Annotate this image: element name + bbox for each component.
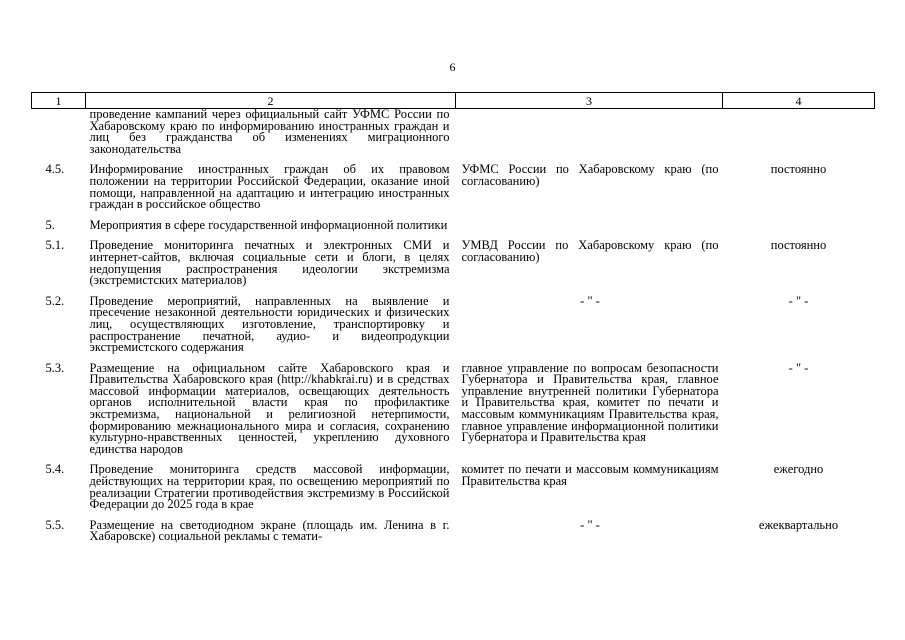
column-header: 3	[456, 93, 723, 109]
row-term	[723, 109, 875, 165]
row-number: 5.3.	[45, 360, 65, 375]
column-header: 4	[723, 93, 875, 109]
row-number: 4.5.	[45, 162, 65, 177]
table-row	[32, 363, 875, 465]
row-term: постоянно	[770, 162, 827, 177]
row-responsible: - " -	[580, 293, 600, 308]
row-text: Размещение на официальном сайте Хабаровского края и Правительства Хабаровского края (http://khabkrai.ru) и в средствах массовой информации материалов, освещающих деятельность органов исполнительной власти края по профилактике экстремизма, национальной и религиозной нетерпимости, формированию межнационального мира и согласия, сохранению культурно-нравственных ценностей, укреплению духовного единства народов	[89, 360, 450, 456]
row-number: 5.5.	[45, 517, 65, 532]
table-row	[32, 240, 875, 295]
measures-table	[31, 92, 875, 543]
table-row	[32, 464, 875, 519]
row-number: 5.2.	[45, 293, 65, 308]
table-row	[32, 296, 875, 363]
row-text: проведение кампаний через официальный сайт УФМС России по Хабаровскому краю по информированию иностранных граждан и лиц без гражданства об изменениях миграционного законодательства	[89, 107, 450, 156]
row-number: 5.	[45, 217, 55, 232]
row-number	[32, 109, 86, 165]
row-number: 5.4.	[45, 462, 65, 477]
row-number: 5.1.	[45, 238, 65, 253]
row-responsible: главное управление по вопросам безопасности Губернатора и Правительства края, главное управление внутренней политики Губернатора и Правительства края, комитет по печати и массовым коммуникациям Правительства края, главное управление информационной политики Губернатора и Правительства края	[461, 360, 719, 445]
row-term: ежегодно	[773, 462, 824, 477]
row-text: Размещение на светодиодном экране (площадь им. Ленина в г. Хабаровске) социальной рекламы с темати-	[89, 517, 450, 544]
table-row	[32, 109, 875, 165]
table-row	[32, 164, 875, 219]
row-term: ежеквартально	[758, 517, 839, 532]
row-responsible: УФМС России по Хабаровскому краю (по согласованию)	[461, 162, 719, 188]
table-row-section	[32, 220, 875, 241]
row-term: - " -	[788, 360, 809, 375]
row-responsible: УМВД России по Хабаровскому краю (по согласованию)	[461, 238, 719, 264]
row-responsible: - " -	[580, 517, 600, 532]
row-responsible	[456, 109, 723, 165]
column-header: 1	[32, 93, 86, 109]
row-term: постоянно	[770, 238, 827, 253]
row-text: Проведение мероприятий, направленных на выявление и пресечение незаконной деятельности юридических и физических лиц, осуществляющих изготовление, транспортировку и распространение печатной, аудио- и видеопродукции экстремистского содержания	[89, 293, 450, 355]
table-row	[32, 520, 875, 543]
row-text: Информирование иностранных граждан об их правовом положении на территории Российской Федерации, оказание иной помощи, направленной на адаптацию и интеграцию иностранных граждан в российское общество	[89, 162, 450, 212]
row-text: Проведение мониторинга печатных и электронных СМИ и интернет-сайтов, включая социальные сети и блоги, в целях недопущения распространения идеологии экстремизма (экстремистских материалов)	[89, 238, 450, 288]
row-responsible: комитет по печати и массовым коммуникациям Правительства края	[461, 462, 719, 489]
section-title: Мероприятия в сфере государственной информационной политики	[89, 217, 448, 232]
row-text: Проведение мониторинга средств массовой информации, действующих на территории края, по освещению мероприятий по реализации Стратегии противодействия экстремизму в Российской Федерации до 2025 года в крае	[89, 462, 450, 512]
column-header: 2	[86, 93, 456, 109]
row-term: - " -	[788, 293, 809, 308]
page-number: 6	[449, 60, 456, 74]
